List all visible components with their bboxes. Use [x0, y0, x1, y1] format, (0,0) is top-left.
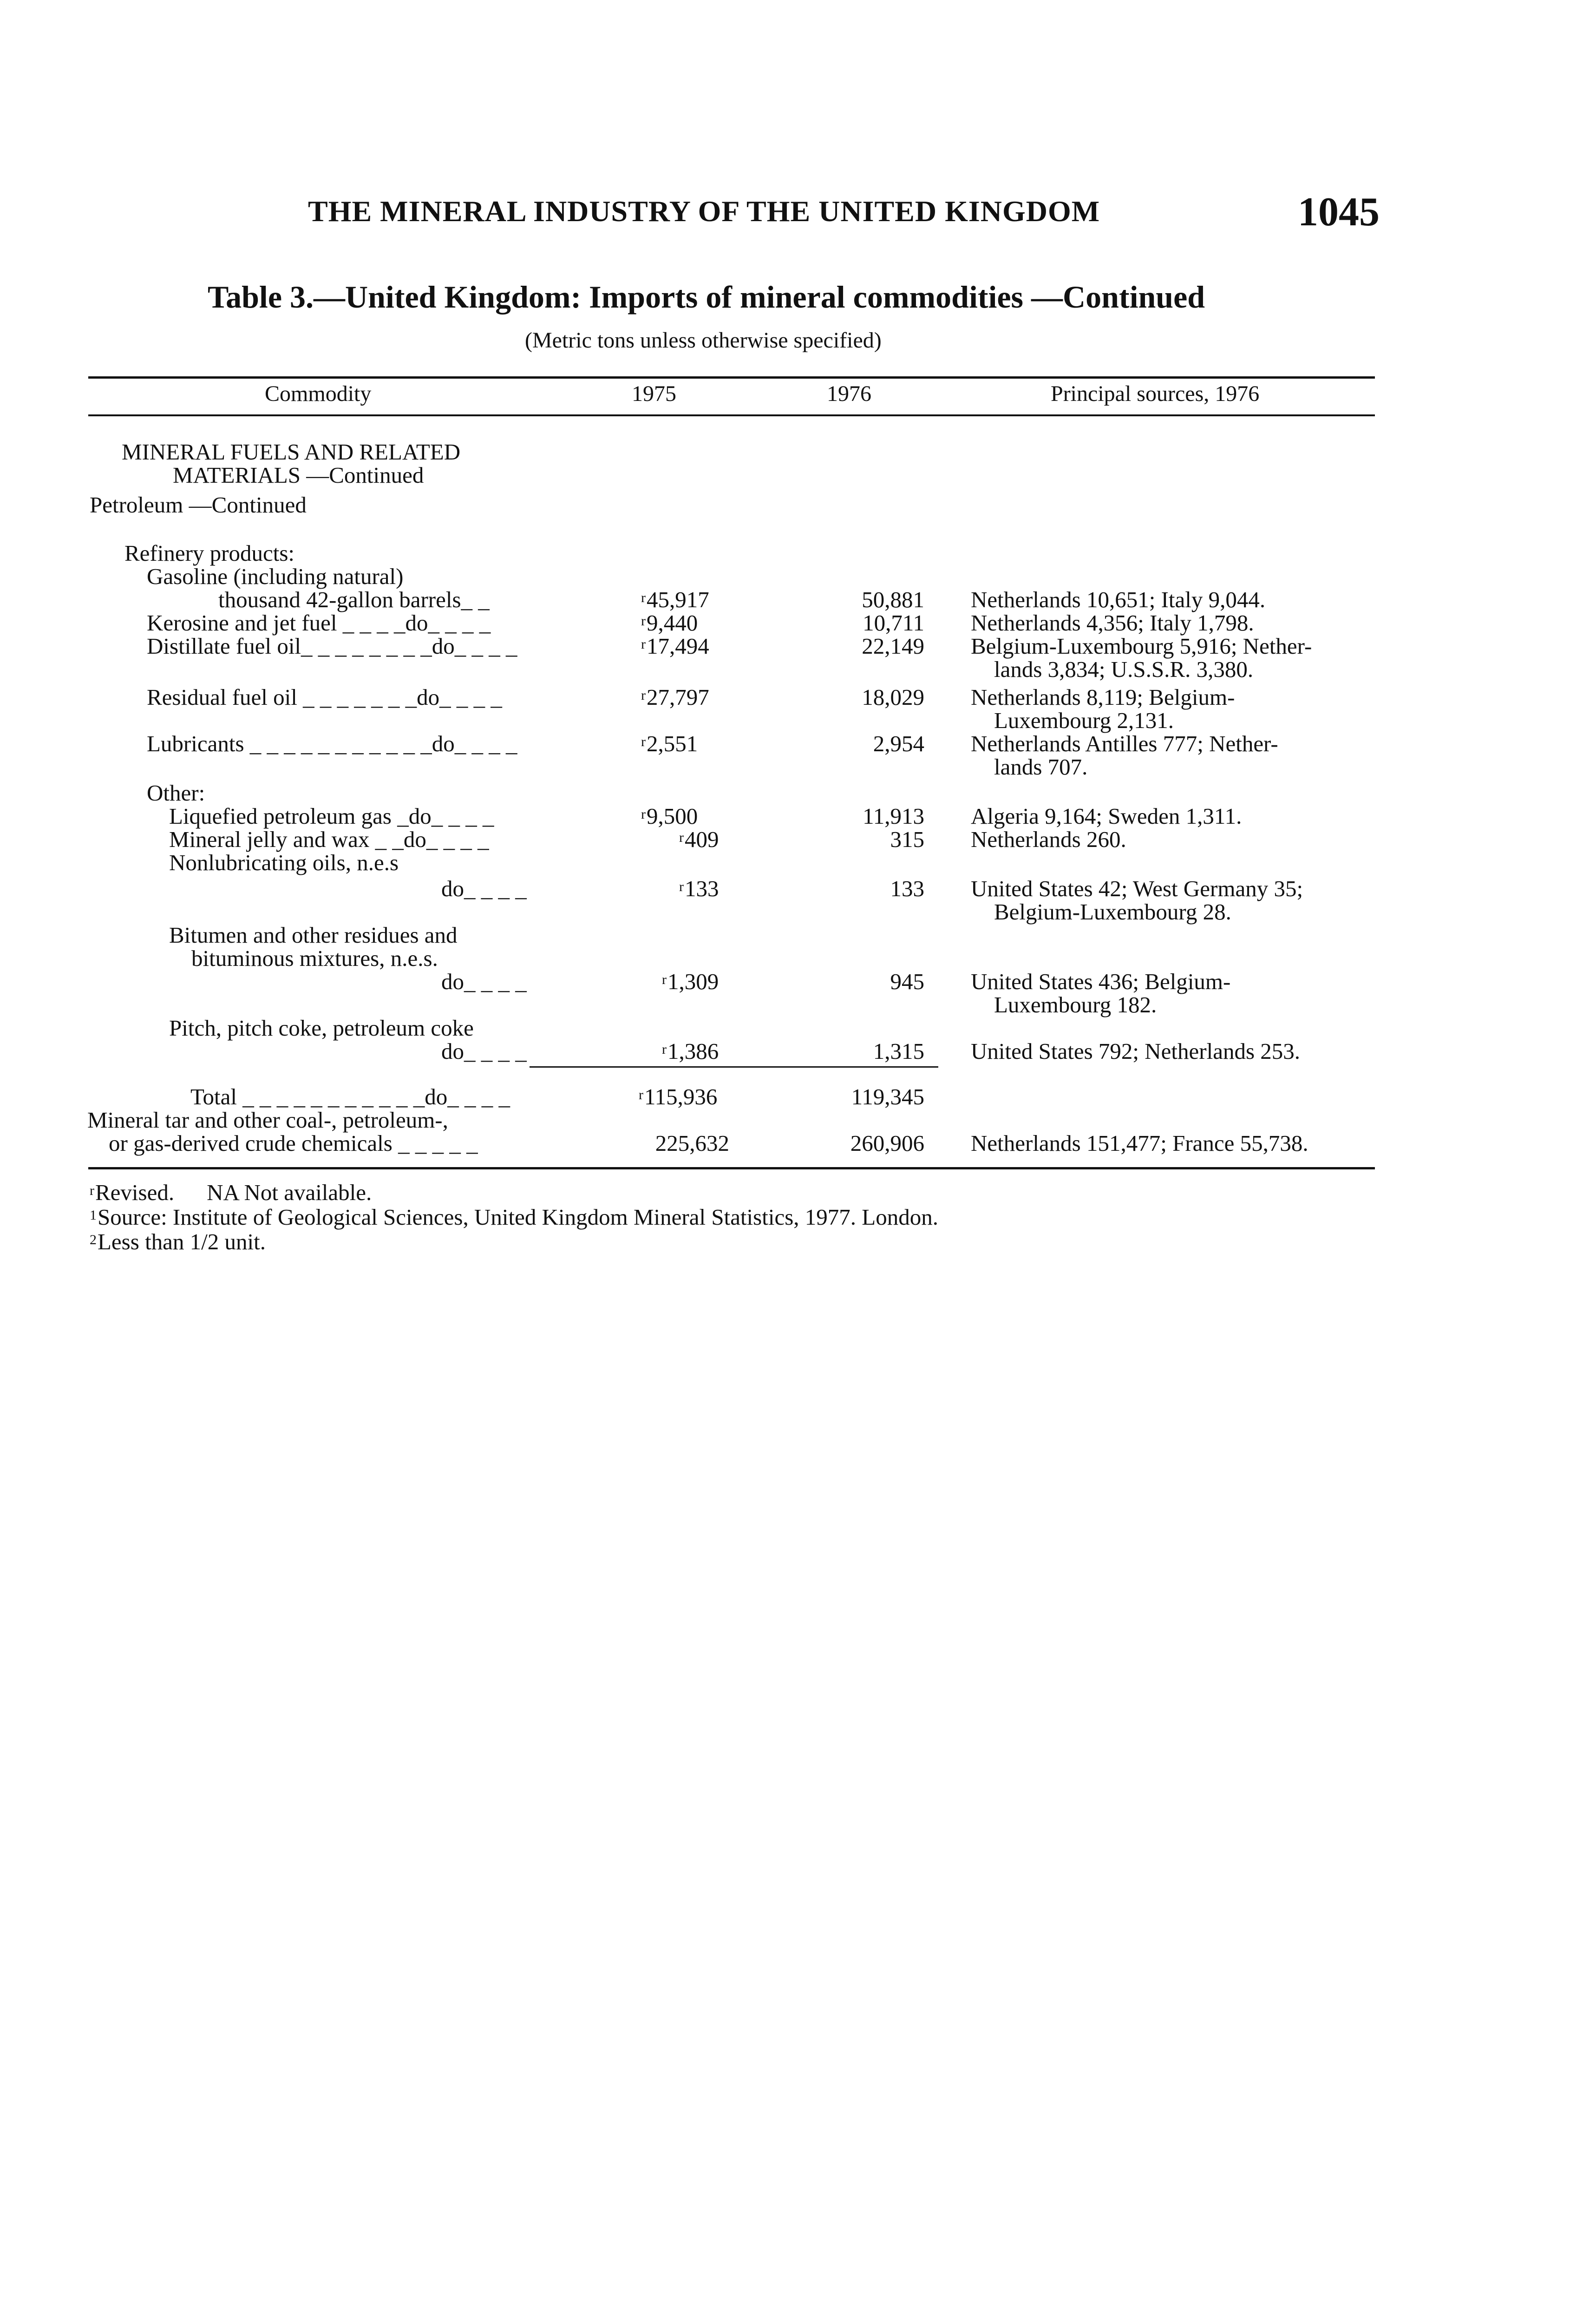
row-label: Mineral jelly and wax _ _do_ _ _ _ — [169, 827, 489, 852]
sources: Belgium-Luxembourg 5,916; Nether- — [971, 633, 1312, 659]
revised-mark: r — [641, 807, 646, 822]
sources: Netherlands 8,119; Belgium- — [971, 684, 1235, 710]
total-1976: 119,345 — [851, 1084, 924, 1109]
table-subtitle: (Metric tons unless otherwise specified) — [525, 328, 882, 353]
sources-continued: Belgium-Luxembourg 28. — [994, 899, 1231, 925]
table-top-rule — [88, 376, 1375, 379]
value-1976: 260,906 — [850, 1130, 924, 1156]
sources: Netherlands 260. — [971, 827, 1126, 852]
table-bottom-rule — [88, 1167, 1375, 1169]
row-label-continued: or gas-derived crude chemicals _ _ _ _ _ — [109, 1130, 478, 1156]
total-label: Total _ _ _ _ _ _ _ _ _ _ _do_ _ _ _ — [190, 1084, 510, 1109]
row-label: Distillate fuel oil_ _ _ _ _ _ _ _do_ _ _ _ — [147, 633, 517, 659]
refinery-heading: Refinery products: — [124, 540, 295, 566]
value-1976: 22,149 — [862, 633, 924, 659]
pitch-heading: Pitch, pitch coke, petroleum coke — [169, 1015, 474, 1041]
value-1975: 225,632 — [655, 1130, 729, 1156]
other-heading: Other: — [147, 780, 205, 806]
revised-mark: r — [641, 637, 646, 652]
row-label: thousand 42-gallon barrels_ _ — [218, 587, 490, 612]
value-1976: 2,954 — [873, 731, 924, 756]
running-header-title: THE MINERAL INDUSTRY OF THE UNITED KINGDOM — [308, 195, 1100, 228]
footnote-text: Less than 1/2 unit. — [98, 1229, 266, 1254]
column-header-sources: Principal sources, 1976 — [1051, 381, 1260, 406]
value-1976: 315 — [890, 827, 924, 852]
footnote-text: Source: Institute of Geological Sciences, United Kingdom Mineral Statistics, 1977. London. — [98, 1204, 938, 1230]
value-1975-number: 9,500 — [647, 803, 698, 829]
row-label: do_ _ _ _ — [441, 969, 527, 994]
revised-mark: r — [662, 1042, 667, 1057]
row-label: Lubricants _ _ _ _ _ _ _ _ _ _ _do_ _ _ _ — [147, 731, 517, 756]
sources-continued: lands 707. — [994, 754, 1088, 780]
value-1975-number: 9,440 — [647, 610, 698, 636]
sources-continued: lands 3,834; U.S.S.R. 3,380. — [994, 656, 1254, 682]
revised-mark: r — [679, 879, 684, 894]
value-1976: 11,913 — [863, 803, 924, 829]
table-title: Table 3.—United Kingdom: Imports of mineral commodities —Continued — [208, 279, 1205, 315]
value-1975 — [641, 805, 698, 828]
value-1976: 10,711 — [863, 610, 924, 636]
sources: United States 436; Belgium- — [971, 969, 1231, 994]
revised-mark: r — [641, 688, 646, 703]
footnote-mark: r — [90, 1183, 94, 1198]
total-1975-number: 115,936 — [644, 1084, 718, 1109]
row-label: do_ _ _ _ — [441, 876, 527, 901]
revised-mark: r — [679, 830, 684, 845]
value-1976: 945 — [890, 969, 924, 994]
value-1975 — [662, 970, 719, 993]
value-1975 — [641, 635, 709, 658]
value-1976: 133 — [890, 876, 924, 901]
page-number: 1045 — [1298, 190, 1380, 235]
value-1975-number: 1,386 — [667, 1038, 719, 1064]
column-header-1975: 1975 — [632, 381, 676, 406]
revised-mark: r — [641, 613, 646, 629]
value-1976: 1,315 — [873, 1038, 924, 1064]
sources: Netherlands 10,651; Italy 9,044. — [971, 587, 1266, 612]
bitumen-heading: Bitumen and other residues and — [169, 922, 458, 948]
gasoline-heading: Gasoline (including natural) — [147, 564, 404, 589]
row-label: Kerosine and jet fuel _ _ _ _do_ _ _ _ — [147, 610, 491, 636]
sources-continued: Luxembourg 2,131. — [994, 708, 1174, 733]
value-1975 — [679, 828, 719, 851]
section-heading-continued: MATERIALS —Continued — [173, 462, 424, 488]
value-1975-number: 133 — [685, 876, 719, 901]
sources: Algeria 9,164; Sweden 1,311. — [971, 803, 1242, 829]
sources: United States 42; West Germany 35; — [971, 876, 1303, 901]
group-heading: Petroleum —Continued — [90, 492, 307, 518]
value-1975-number: 27,797 — [647, 684, 709, 710]
sources: Netherlands 151,477; France 55,738. — [971, 1130, 1308, 1156]
value-1975-number: 1,309 — [667, 969, 719, 994]
bitumen-heading-continued: bituminous mixtures, n.e.s. — [191, 945, 438, 971]
section-heading: MINERAL FUELS AND RELATED — [122, 439, 461, 465]
sources: Netherlands Antilles 777; Nether- — [971, 731, 1278, 756]
revised-mark: r — [641, 590, 646, 605]
value-1976: 50,881 — [862, 587, 924, 612]
footnote-text: Revised. — [95, 1180, 175, 1205]
header-bottom-rule — [88, 414, 1375, 416]
total-rule — [530, 1066, 938, 1068]
total-1975 — [639, 1085, 717, 1109]
footnote-less — [90, 1229, 266, 1254]
footnote-revised — [90, 1180, 372, 1205]
revised-mark: r — [639, 1087, 643, 1102]
column-header-commodity: Commodity — [265, 381, 372, 406]
value-1975 — [641, 588, 709, 611]
value-1975-number: 45,917 — [647, 587, 709, 612]
value-1975 — [679, 877, 719, 900]
row-label: Mineral tar and other coal-, petroleum-, — [87, 1107, 448, 1133]
value-1975 — [641, 732, 698, 755]
revised-mark: r — [641, 734, 646, 749]
nonlub-heading: Nonlubricating oils, n.e.s — [169, 850, 399, 875]
row-label: Liquefied petroleum gas _do_ _ _ _ — [169, 803, 494, 829]
value-1975-number: 409 — [685, 827, 719, 852]
sources: Netherlands 4,356; Italy 1,798. — [971, 610, 1254, 636]
column-header-1976: 1976 — [827, 381, 871, 406]
footnote-source — [90, 1205, 938, 1229]
footnote-mark: 2 — [90, 1232, 97, 1247]
sources-continued: Luxembourg 182. — [994, 992, 1157, 1017]
value-1975-number: 17,494 — [647, 633, 709, 659]
row-label: Residual fuel oil _ _ _ _ _ _ _do_ _ _ _ — [147, 684, 502, 710]
value-1976: 18,029 — [862, 684, 924, 710]
value-1975-number: 2,551 — [647, 731, 698, 756]
revised-mark: r — [662, 972, 667, 987]
row-label: do_ _ _ _ — [441, 1038, 527, 1064]
footnote-mark: 1 — [90, 1207, 97, 1223]
value-1975 — [662, 1040, 719, 1063]
value-1975 — [641, 686, 709, 709]
value-1975 — [641, 611, 698, 635]
footnote-na: NA Not available. — [207, 1180, 372, 1205]
sources: United States 792; Netherlands 253. — [971, 1038, 1301, 1064]
